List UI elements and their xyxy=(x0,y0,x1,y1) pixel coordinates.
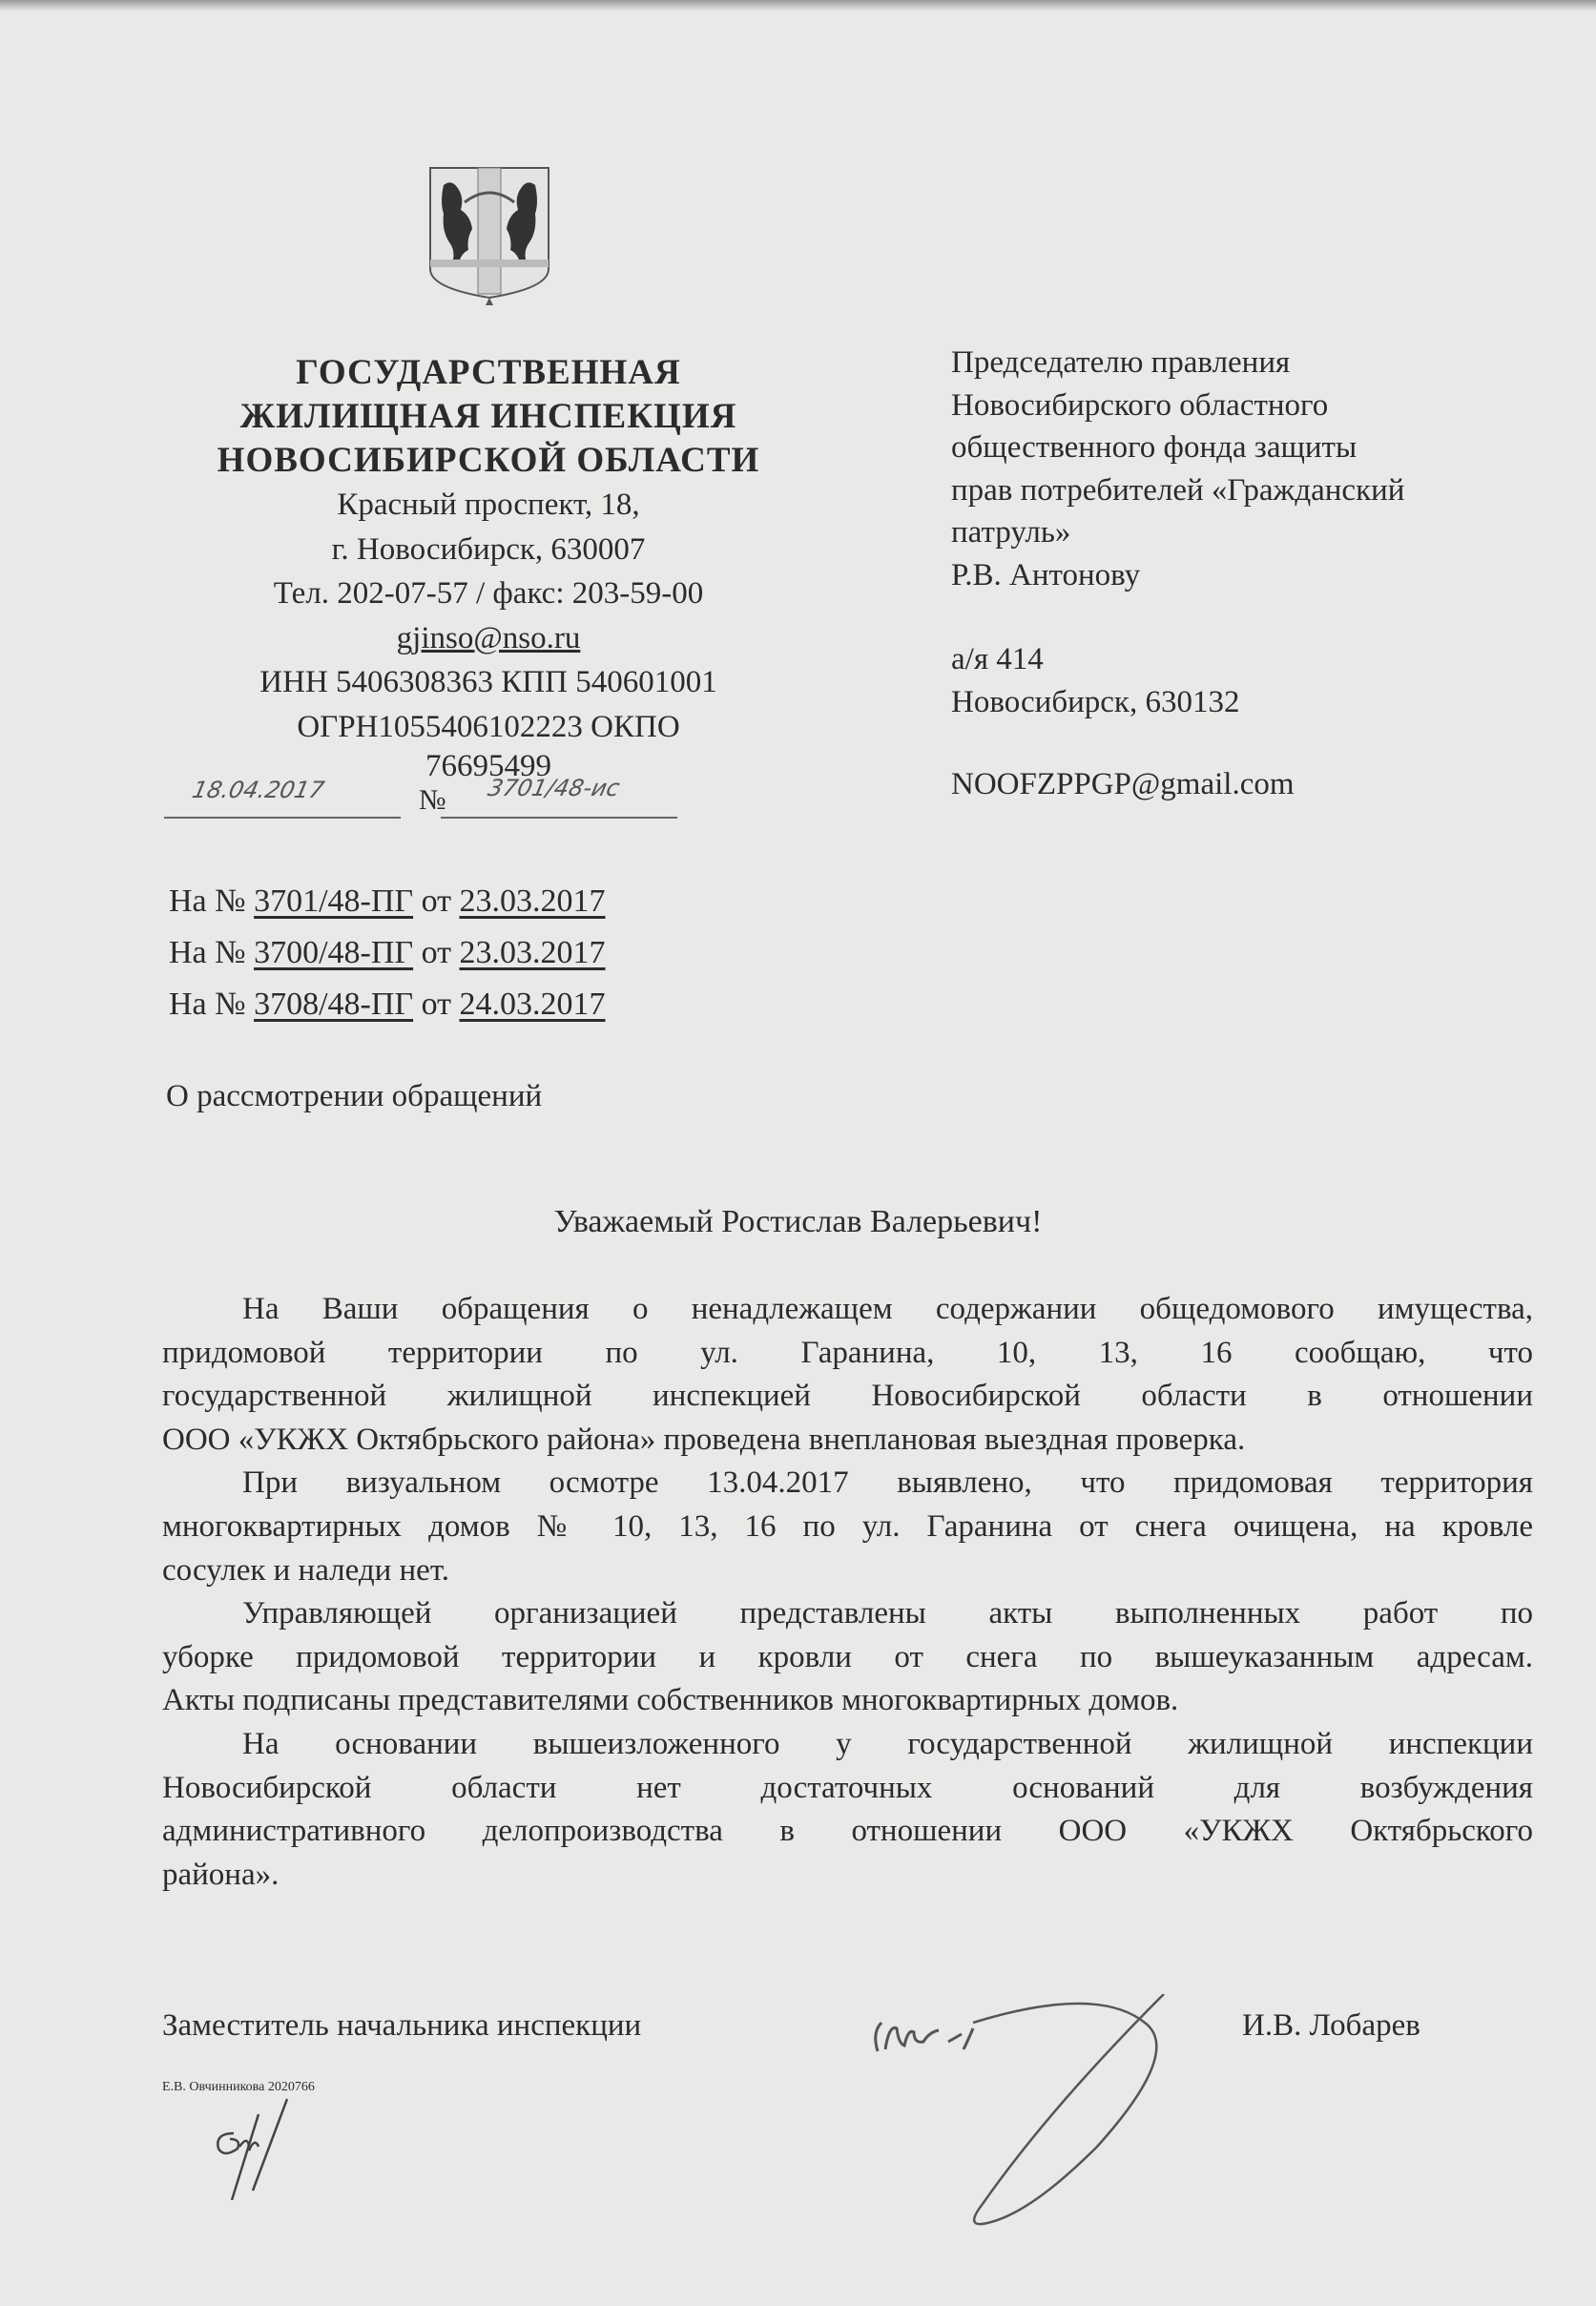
body-line: многоквартирных домов № 10, 13, 16 по ул. Гаранина от снега очищена, на кровле xyxy=(162,1508,1533,1544)
org-name-line: ГОСУДАРСТВЕННАЯ xyxy=(296,353,681,392)
recipient-email[interactable]: NOOFZPPGP@gmail.com xyxy=(951,767,1295,801)
registration-date-handwritten: 18.04.2017 xyxy=(190,777,327,803)
recipient-line: общественного фонда защиты xyxy=(951,430,1358,465)
date-underline xyxy=(164,817,401,819)
letter-body xyxy=(162,1288,1533,1897)
reference-number: 3700/48-ПГ xyxy=(254,935,414,970)
body-line: На основании вышеизложенного у государственной жилищной инспекции xyxy=(242,1726,1533,1761)
reference-item: На № 3708/48-ПГ от 24.03.2017 xyxy=(169,987,606,1022)
signatory-name: И.В. Лобарев xyxy=(1242,2008,1420,2043)
reference-date: 23.03.2017 xyxy=(459,935,606,970)
organization-letterhead xyxy=(172,351,805,783)
executor-initials-signature xyxy=(205,2095,310,2200)
org-ids-line: ИНН 5406308363 КПП 540601001 xyxy=(259,665,717,699)
org-phone-line: Тел. 202-07-57 / факс: 203-59-00 xyxy=(273,576,704,611)
coat-of-arms-icon xyxy=(426,164,552,309)
recipient-po-box: а/я 414 xyxy=(951,642,1044,676)
body-line: района». xyxy=(162,1857,280,1892)
org-address-line: Красный проспект, 18, xyxy=(337,488,640,522)
org-name-line: НОВОСИБИРСКОЙ ОБЛАСТИ xyxy=(217,441,760,480)
reference-date: 23.03.2017 xyxy=(459,883,606,919)
body-line: Управляющей организацией представлены акты выполненных работ по xyxy=(242,1596,1533,1631)
body-line: государственной жилищной инспекцией Новосибирской области в отношении xyxy=(162,1379,1533,1414)
registration-number-handwritten: 3701/48-ис xyxy=(486,775,623,801)
letter-subject: О рассмотрении обращений xyxy=(166,1079,543,1113)
recipient-line: патруль» xyxy=(951,515,1071,550)
body-line: сосулек и наледи нет. xyxy=(162,1552,450,1588)
body-line: На Ваши обращения о ненадлежащем содержании общедомового имущества, xyxy=(242,1292,1533,1326)
signatory-title: Заместитель начальника инспекции xyxy=(162,2008,642,2043)
body-line: При визуальном осмотре 13.04.2017 выявлено, что придомовая территория xyxy=(242,1465,1533,1501)
recipient-city: Новосибирск, 630132 xyxy=(951,684,1240,719)
body-line: уборке придомовой территории и кровли от снега по вышеуказанным адресам. xyxy=(162,1639,1533,1674)
recipient-line: прав потребителей «Гражданский xyxy=(951,472,1405,508)
recipient-block xyxy=(951,342,1404,806)
body-line: придомовой территории по ул. Гаранина, 10, 13, 16 сообщаю, что xyxy=(162,1335,1533,1370)
reference-list xyxy=(169,876,606,1030)
registration-line xyxy=(164,771,698,824)
org-name-line: ЖИЛИЩНАЯ ИНСПЕКЦИЯ xyxy=(239,397,737,436)
handwritten-signature xyxy=(859,1994,1259,2242)
reference-item: На № 3701/48-ПГ от 23.03.2017 xyxy=(169,883,606,919)
body-line: Акты подписаны представителями собственников многоквартирных домов. xyxy=(162,1683,1179,1718)
reference-item: На № 3700/48-ПГ от 23.03.2017 xyxy=(169,935,606,970)
body-line: Новосибирской области нет достаточных оснований для возбуждения xyxy=(162,1770,1533,1805)
scan-edge xyxy=(0,0,1596,11)
recipient-name: Р.В. Антонову xyxy=(951,557,1141,592)
org-ids-line: ОГРН1055406102223 ОКПО xyxy=(297,709,680,744)
recipient-line: Председателю правления xyxy=(951,345,1291,380)
registration-number-label: № xyxy=(419,784,446,816)
reference-number: 3701/48-ПГ xyxy=(254,883,414,919)
reference-number: 3708/48-ПГ xyxy=(254,987,414,1022)
executor-note: Е.В. Овчинникова 2020766 xyxy=(162,2080,315,2094)
body-line: ООО «УКЖХ Октябрьского района» проведена внеплановая выездная проверка. xyxy=(162,1422,1246,1457)
org-address-line: г. Новосибирск, 630007 xyxy=(331,531,646,567)
number-underline xyxy=(441,817,677,819)
org-email-link[interactable]: gjinso@nso.ru xyxy=(396,620,581,655)
letter-greeting: Уважаемый Ростислав Валерьевич! xyxy=(553,1204,1043,1239)
body-line: административного делопроизводства в отношении ООО «УКЖХ Октябрьского xyxy=(162,1814,1533,1849)
org-ids-line: 76695499 xyxy=(425,749,551,783)
reference-date: 24.03.2017 xyxy=(459,987,606,1022)
recipient-line: Новосибирского областного xyxy=(951,387,1329,423)
